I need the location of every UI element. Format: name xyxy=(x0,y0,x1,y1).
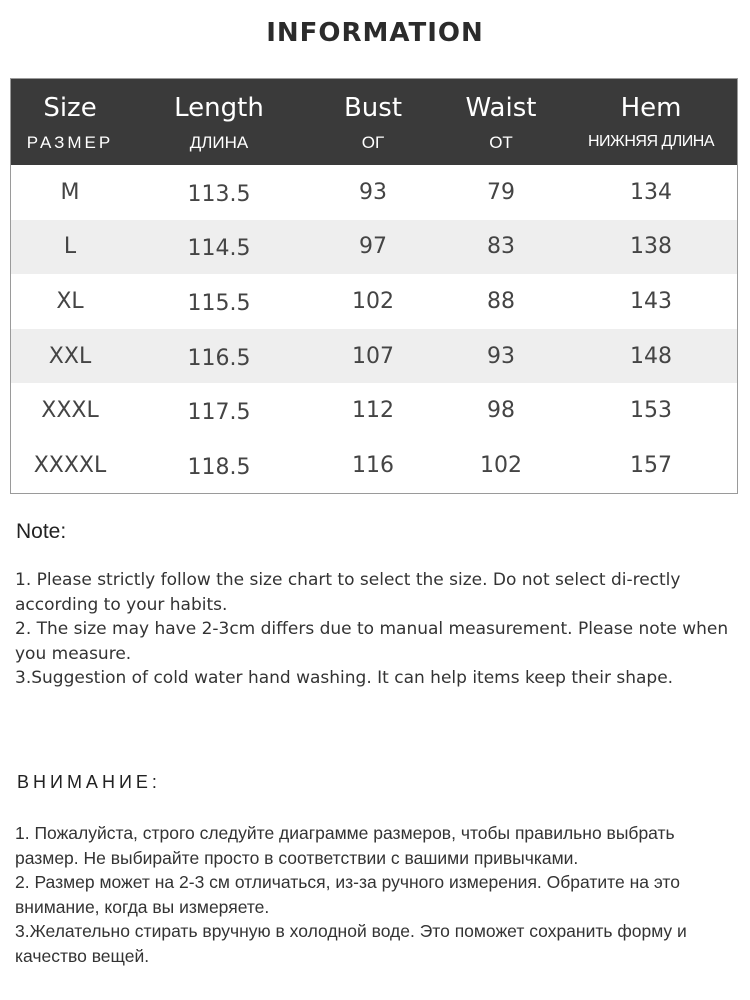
table-row xyxy=(11,220,737,275)
header-waist xyxy=(437,79,565,165)
cell-size: XXL xyxy=(48,343,92,369)
note-ru-item-3: 3.Желательно стирать вручную в холодной воде. Это поможет сохранить форму и качество вещей. xyxy=(15,921,687,966)
note-en-item-3: 3.Suggestion of cold water hand washing. It can help items keep their shape. xyxy=(15,668,674,688)
cell-waist: 102 xyxy=(480,452,522,478)
cell-size: XL xyxy=(56,288,84,314)
cell-bust: 116 xyxy=(352,452,394,478)
note-en-item-1: 1. Please strictly follow the size chart to select the size. Do not select di-rectly according to your habits. xyxy=(15,570,681,615)
cell-size: XXXL xyxy=(41,398,99,424)
note-ru-title: ВНИМАНИЕ: xyxy=(17,772,161,792)
note-en xyxy=(15,568,735,691)
table-row xyxy=(11,383,737,438)
cell-waist: 93 xyxy=(487,343,515,369)
cell-length: 115.5 xyxy=(187,290,251,316)
cell-length: 116.5 xyxy=(187,345,251,371)
header-hem xyxy=(565,79,737,165)
note-en-item-2: 2. The size may have 2-3cm differs due to manual measurement. Please note when you measure. xyxy=(15,619,729,664)
cell-hem: 134 xyxy=(630,179,672,205)
cell-waist: 79 xyxy=(487,179,515,205)
cell-length: 113.5 xyxy=(187,181,251,207)
table-row xyxy=(11,329,737,384)
header-hem-en: Hem xyxy=(620,93,682,123)
header-waist-en: Waist xyxy=(465,93,537,123)
note-ru-item-1: 1. Пожалуйста, строго следуйте диаграмме размеров, чтобы правильно выбрать размер. Не выбирайте просто в соответствии с вашими привычками. xyxy=(15,823,675,868)
cell-length: 117.5 xyxy=(187,400,251,426)
header-length-ru: ДЛИНА xyxy=(189,133,249,152)
cell-waist: 88 xyxy=(487,288,515,314)
cell-hem: 153 xyxy=(630,398,672,424)
header-bust-en: Bust xyxy=(343,93,403,123)
cell-bust: 102 xyxy=(352,288,394,314)
cell-size: M xyxy=(60,179,80,205)
table-row xyxy=(11,165,737,220)
cell-hem: 138 xyxy=(630,234,672,260)
header-length xyxy=(129,79,309,165)
header-hem-ru: НИЖНЯЯ ДЛИНА xyxy=(588,133,714,150)
cell-hem: 143 xyxy=(630,288,672,314)
size-table xyxy=(10,78,738,494)
cell-size: L xyxy=(63,234,77,260)
cell-hem: 148 xyxy=(630,343,672,369)
cell-waist: 83 xyxy=(487,234,515,260)
cell-bust: 112 xyxy=(352,398,394,424)
cell-size: XXXXL xyxy=(33,452,107,478)
page-title: INFORMATION xyxy=(266,18,484,48)
table-row xyxy=(11,274,737,329)
header-waist-ru: ОТ xyxy=(489,133,513,152)
note-ru-item-2: 2. Размер может на 2-3 см отличаться, из-за ручного измерения. Обратите на это внимание, когда вы измеряете. xyxy=(15,872,680,917)
cell-waist: 98 xyxy=(487,398,515,424)
header-size xyxy=(11,79,129,165)
note-en-title: Note: xyxy=(16,520,67,543)
cell-bust: 93 xyxy=(359,179,387,205)
table-header-row xyxy=(11,79,737,165)
header-bust-ru: ОГ xyxy=(361,133,385,152)
header-length-en: Length xyxy=(174,93,264,123)
header-size-en: Size xyxy=(43,93,97,123)
cell-length: 114.5 xyxy=(187,236,251,262)
table-row xyxy=(11,438,737,493)
cell-length: 118.5 xyxy=(187,454,251,480)
header-size-ru: РАЗМЕР xyxy=(26,133,114,152)
cell-bust: 97 xyxy=(359,234,387,260)
cell-hem: 157 xyxy=(630,452,672,478)
header-bust xyxy=(309,79,437,165)
note-ru xyxy=(15,821,735,969)
cell-bust: 107 xyxy=(352,343,394,369)
